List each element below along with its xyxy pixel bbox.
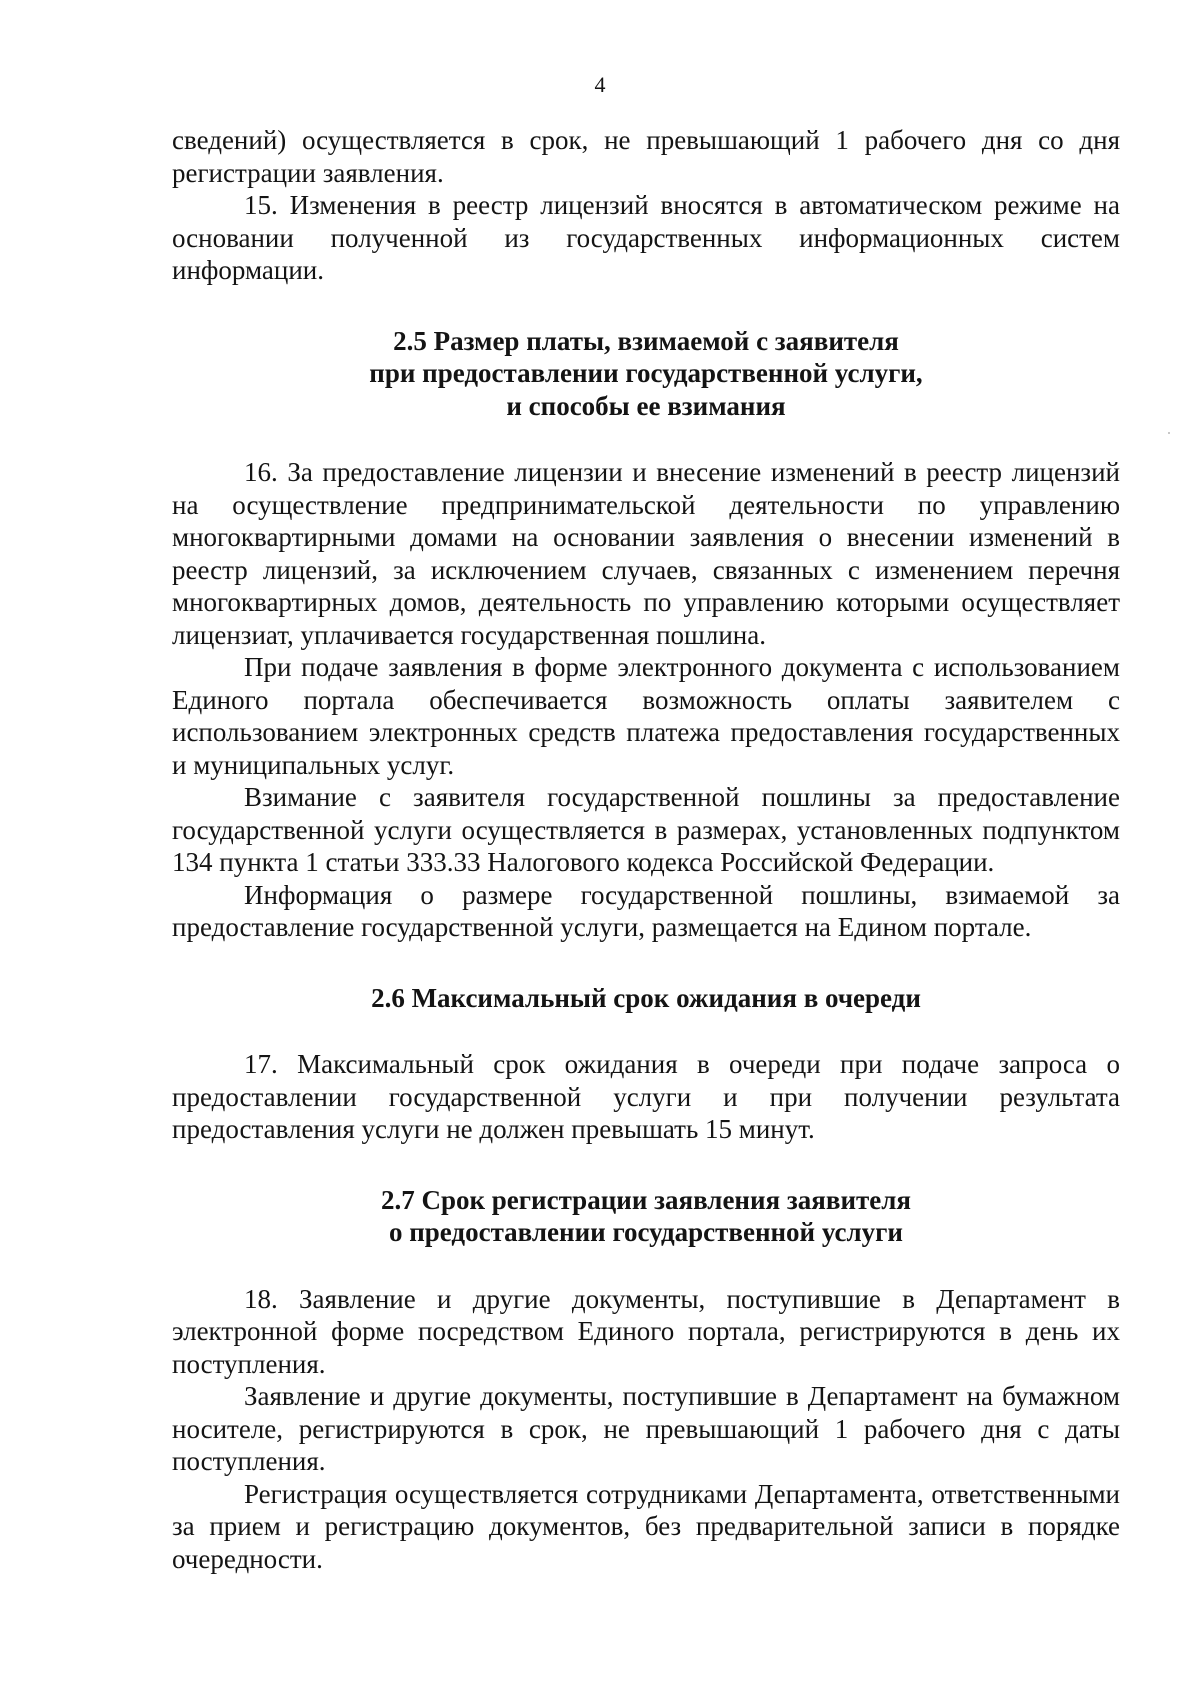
section-heading-line: и способы ее взимания xyxy=(506,390,786,421)
paragraph: 18. Заявление и другие документы, поступившие в Департамент в электронной форме посредством Единого портала, регистрируются в день их поступления. xyxy=(172,1283,1120,1379)
paragraph: Заявление и другие документы, поступившие в Департамент на бумажном носителе, регистрируются в срок, не превышающий 1 рабочего дня с даты поступления. xyxy=(172,1381,1120,1476)
section-heading-line: 2.5 Размер платы, взимаемой с заявителя xyxy=(393,325,899,356)
section-heading-line: 2.7 Срок регистрации заявления заявителя xyxy=(380,1184,912,1215)
section-heading-line: при предоставлении государственной услуги, xyxy=(369,358,923,388)
heading-spacer xyxy=(172,1249,1120,1283)
heading-spacer xyxy=(172,1014,1120,1048)
document-body xyxy=(172,124,1120,1575)
section-heading xyxy=(172,982,1120,1015)
section-heading-line: 2.6 Максимальный срок ожидания в очереди xyxy=(371,982,921,1013)
section-heading-line: о предоставлении государственной услуги xyxy=(388,1217,903,1247)
paragraph: Регистрация осуществляется сотрудниками Департамента, ответственными за прием и регистрацию документов, без предварительной записи в порядке очередности. xyxy=(172,1478,1120,1574)
page-number: 4 xyxy=(594,72,606,97)
section-heading xyxy=(172,325,1120,423)
paragraph: 15. Изменения в реестр лицензий вносятся в автоматическом режиме на основании полученной из государственных информационных систем информации. xyxy=(172,190,1120,285)
section-heading xyxy=(172,1184,1120,1249)
paragraph: сведений) осуществляется в срок, не превышающий 1 рабочего дня со дня регистрации заявления. xyxy=(172,125,1120,188)
heading-spacer xyxy=(172,422,1120,456)
paragraph: 17. Максимальный срок ожидания в очереди при подаче запроса о предоставлении государственной услуги и при получении результата предоставления услуги не должен превышать 15 минут. xyxy=(172,1049,1120,1144)
heading-spacer xyxy=(172,944,1120,982)
heading-spacer xyxy=(172,287,1120,325)
paragraph: Информация о размере государственной пошлины, взимаемой за предоставление государственной услуги, размещается на Едином портале. xyxy=(172,879,1120,942)
scan-speck xyxy=(1168,432,1170,434)
paragraph: Взимание с заявителя государственной пошлины за предоставление государственной услуги осуществляется в размерах, установленных подпунктом 134 пункта 1 статьи 333.33 Налогового кодекса Российской Федерации. xyxy=(172,782,1120,877)
paragraph: 16. За предоставление лицензии и внесение изменений в реестр лицензий на осуществление предпринимательской деятельности по управлению многоквартирными домами на основании заявления о внесении изменений в реестр лицензий, за исключением случаев, связанных с изменением перечня многоквартирных домов, деятельность по управлению которыми осуществляет лицензиат, уплачивается государственная пошлина. xyxy=(172,457,1120,650)
paragraph: При подаче заявления в форме электронного документа с использованием Единого портала обеспечивается возможность оплаты заявителем с использованием электронных средств платежа предоставления государственных и муниципальных услуг. xyxy=(172,652,1120,780)
heading-spacer xyxy=(172,1146,1120,1184)
